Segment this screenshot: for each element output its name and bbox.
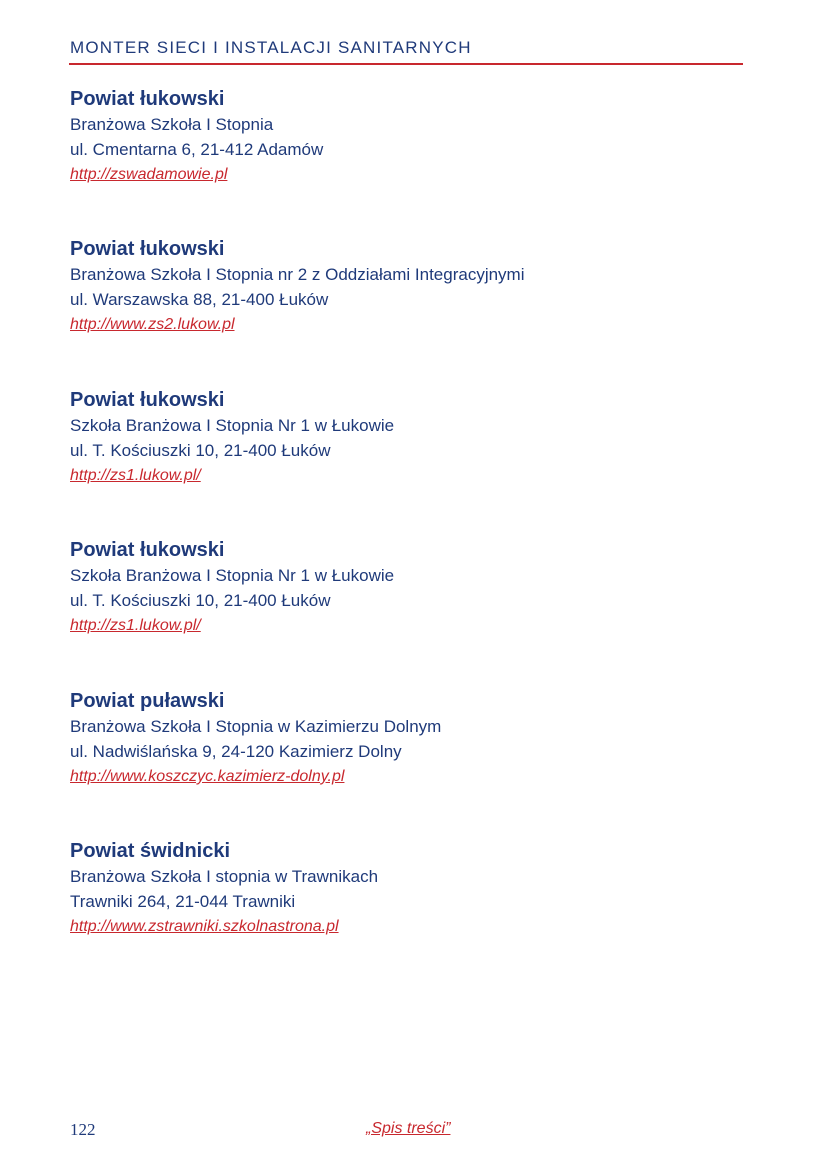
county-heading: Powiat łukowski <box>70 539 225 561</box>
school-address: Trawniki 264, 21-044 Trawniki <box>70 892 296 911</box>
school-website-link[interactable]: http://zswadamowie.pl <box>70 166 228 183</box>
school-entry <box>70 387 750 488</box>
school-website-link[interactable]: http://www.zs2.lukow.pl <box>70 316 235 333</box>
header-divider <box>69 63 743 65</box>
school-address: ul. T. Kościuszki 10, 21-400 Łuków <box>70 441 331 460</box>
school-entry <box>70 537 750 638</box>
table-of-contents-link[interactable]: „Spis treści” <box>366 1120 451 1137</box>
county-heading: Powiat świdnicki <box>70 840 231 862</box>
county-heading: Powiat łukowski <box>70 389 225 411</box>
school-entry <box>70 838 750 939</box>
school-website-link[interactable]: http://www.koszczyc.kazimierz-dolny.pl <box>70 768 345 785</box>
school-entry <box>70 688 750 789</box>
county-heading: Powiat puławski <box>70 690 225 712</box>
county-heading: Powiat łukowski <box>70 88 225 110</box>
school-address: ul. T. Kościuszki 10, 21-400 Łuków <box>70 591 331 610</box>
school-name: Branżowa Szkoła I Stopnia w Kazimierzu Dolnym <box>70 717 442 736</box>
running-header: MONTER SIECI I INSTALACJI SANITARNYCH <box>70 38 472 57</box>
school-name: Branżowa Szkoła I Stopnia <box>70 115 274 134</box>
school-website-link[interactable]: http://zs1.lukow.pl/ <box>70 467 201 484</box>
school-website-link[interactable]: http://zs1.lukow.pl/ <box>70 617 201 634</box>
school-name: Branżowa Szkoła I stopnia w Trawnikach <box>70 867 379 886</box>
county-heading: Powiat łukowski <box>70 238 225 260</box>
page-number: 122 <box>70 1120 96 1139</box>
school-entry <box>70 236 750 337</box>
school-website-link[interactable]: http://www.zstrawniki.szkolnastrona.pl <box>70 918 339 935</box>
school-entry <box>70 86 750 187</box>
school-address: ul. Cmentarna 6, 21-412 Adamów <box>70 140 324 159</box>
school-name: Branżowa Szkoła I Stopnia nr 2 z Oddziałami Integracyjnymi <box>70 265 525 284</box>
school-name: Szkoła Branżowa I Stopnia Nr 1 w Łukowie <box>70 416 395 435</box>
school-name: Szkoła Branżowa I Stopnia Nr 1 w Łukowie <box>70 566 395 585</box>
school-address: ul. Warszawska 88, 21-400 Łuków <box>70 290 329 309</box>
school-address: ul. Nadwiślańska 9, 24-120 Kazimierz Dolny <box>70 742 402 761</box>
